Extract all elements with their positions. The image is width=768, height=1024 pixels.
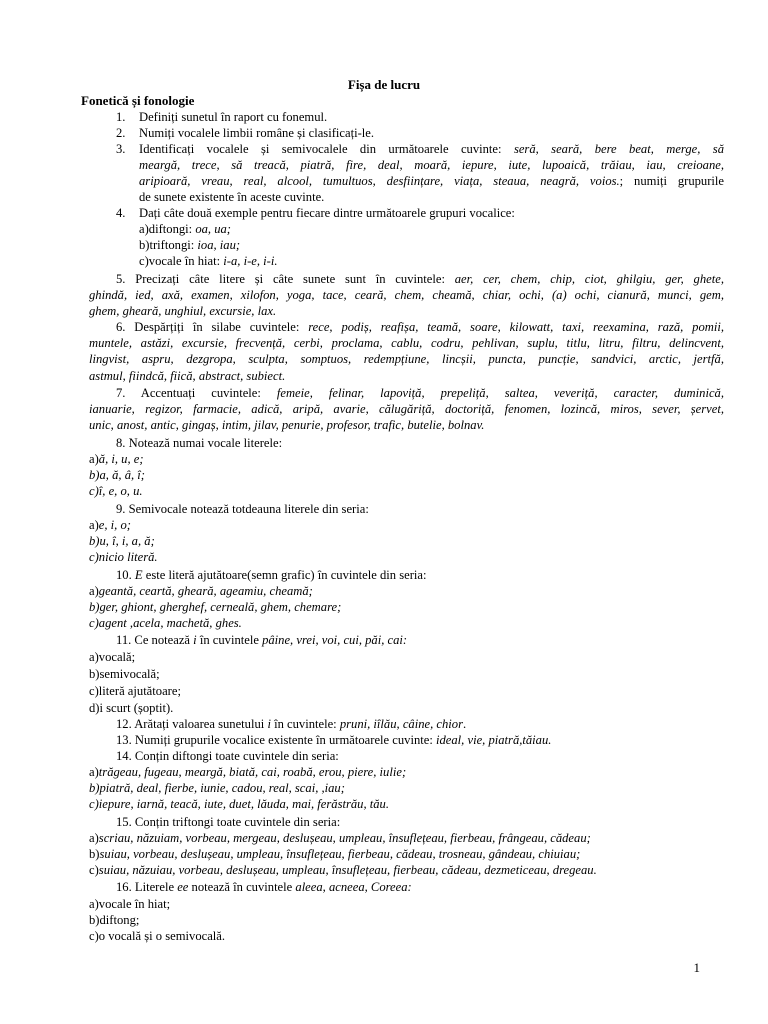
question-7-line-2 — [89, 401, 724, 417]
letter: ee — [177, 880, 189, 894]
word-list: lingvist, aspru, dezgropa, sculpta, somptuos, redempțiune, lincșii, puncta, puncție, sandvici, arctic, jertfă, — [89, 352, 724, 366]
option-label: c) — [89, 863, 99, 877]
question-4 — [116, 205, 515, 221]
option-label: c) — [89, 616, 99, 630]
option-text: suiau, vorbeau, deslușeau, umpleau, însuflețeau, fierbeau, cădeau, trosneau, gândeau, chiuiau; — [99, 847, 581, 861]
example: ioa, iau; — [197, 238, 241, 252]
word-list: ghindă, ied, axă, examen, xilofon, yoga, tace, ceară, chem, cheamă, chiar, ochi, (a) ochi, cianură, munci, gem, — [89, 288, 724, 302]
option-label: c) — [89, 484, 99, 498]
option-c: c)literă ajutătoare; — [89, 684, 181, 698]
option-text: agent ,acela, machetă, ghes. — [98, 616, 242, 630]
question-6-line-4 — [89, 368, 285, 384]
question-16 — [116, 879, 412, 895]
punctuation: . — [462, 717, 467, 731]
question-3-line-1 — [116, 141, 724, 157]
word-list: pruni, iîlău, câine, chior — [339, 717, 463, 731]
option-label: b) — [89, 600, 100, 614]
option-b — [89, 533, 155, 549]
question-text: Definiți sunetul în raport cu fonemul. — [139, 110, 328, 124]
question-text: 16. Literele — [116, 880, 178, 894]
question-number: 10. — [116, 568, 135, 582]
question-text: în cuvintele: — [270, 717, 340, 731]
option-b: b)semivocală; — [89, 667, 160, 681]
question-15: 15. Conțin triftongi toate cuvintele din seria: — [116, 815, 341, 829]
question-1 — [116, 109, 327, 125]
option-a — [89, 764, 406, 780]
question-text: 6. Despărțiți în silabe cuvintele: — [116, 320, 309, 334]
option-d: d)i scurt (șoptit). — [89, 701, 174, 715]
question-3-line-2 — [139, 157, 724, 173]
word-list: ianuarie, regizor, farmacie, adică, aripă, avarie, călugăriță, doctoriță, fenomen, lozincă, miros, sever, șervet, — [89, 402, 724, 416]
word-list: ghem, gheară, unghiul, excursie, lax. — [89, 304, 277, 318]
word-list: aripioară, vreau, real, alcool, tumultuos, desființare, viața, steaua, neagră, voios. — [139, 174, 620, 188]
question-text: notează în cuvintele — [188, 880, 296, 894]
question-text: Dați câte două exemple pentru fiecare dintre următoarele grupuri vocalice: — [139, 206, 515, 220]
question-10 — [116, 567, 427, 583]
question-8: 8. Notează numai vocale literele: — [116, 436, 283, 450]
question-text: 12. Arătați valoarea sunetului — [116, 717, 268, 731]
option-text: geantă, ceartă, gheară, ageamiu, cheamă; — [98, 584, 313, 598]
question-13 — [116, 732, 551, 748]
option-label: c) — [89, 797, 99, 811]
question-5-line-3 — [89, 303, 276, 319]
option-label: a) — [89, 765, 99, 779]
question-3-line-4: de sunete existente în aceste cuvinte. — [139, 190, 325, 204]
question-text: 11. Ce notează — [116, 633, 194, 647]
question-text: ; numiți grupurile — [619, 174, 724, 188]
page-title: Fișa de lucru — [347, 77, 421, 92]
question-14: 14. Conțin diftongi toate cuvintele din seria: — [116, 749, 339, 763]
option-text: scriau, năzuiam, vorbeau, mergeau, deslușeau, umpleau, însuflețeau, fierbeau, frângeau, cădeau; — [98, 831, 591, 845]
example: oa, ua; — [195, 222, 231, 236]
option-label: b) — [89, 534, 100, 548]
word-list: femeie, felinar, lapoviță, prepeliță, saltea, veveriță, caracter, duminică, — [276, 386, 724, 400]
option-text: trăgeau, fugeau, meargă, biată, cai, roabă, erou, piere, iulie; — [98, 765, 407, 779]
letter: i — [193, 633, 197, 647]
option-c: c)o vocală și o semivocală. — [89, 929, 226, 943]
question-text: Numiți vocalele limbii române și clasificați-le. — [139, 126, 375, 140]
question-11 — [116, 632, 407, 648]
option-label: b) — [89, 781, 100, 795]
option-a — [89, 451, 144, 467]
option-b — [89, 846, 580, 862]
option-b — [89, 780, 345, 796]
option-text: ger, ghiont, gherghef, cerneală, ghem, chemare; — [99, 600, 342, 614]
word-list: aleea, acneea, Coreea: — [295, 880, 412, 894]
word-list: rece, podiș, reafișa, teamă, soare, kilowatt, taxi, reexamina, rază, pomii, — [308, 320, 724, 334]
option-label: b) — [89, 468, 100, 482]
option-text: piatră, deal, fierbe, iunie, cadou, real, scai, ,iau; — [99, 781, 345, 795]
option-c — [89, 862, 597, 878]
option-b — [89, 467, 145, 483]
question-6-line-3 — [89, 351, 724, 367]
option-label: b) — [89, 847, 100, 861]
word-list: ideal, vie, piatră,tăiau. — [436, 733, 552, 747]
option-label: b)triftongi: — [139, 238, 198, 252]
question-5-line-1 — [116, 271, 724, 287]
question-7-line-3 — [89, 417, 484, 433]
option-label: a) — [89, 518, 99, 532]
word-list: muntele, astăzi, excursie, frecvență, cerbi, proclama, cablu, codru, pehlivan, suplu, titlu, litru, filtru, delincvent, — [89, 336, 724, 350]
question-6-line-2 — [89, 335, 724, 351]
option-b: b)diftong; — [89, 913, 140, 927]
option-label: c) — [89, 550, 99, 564]
word-list: seră, seară, bere beat, merge, să — [513, 142, 724, 156]
letter: i — [267, 717, 271, 731]
word-list: aer, cer, chem, chip, ciot, ghilgiu, ger, ghete, — [454, 272, 724, 286]
option-a: a)vocale în hiat; — [89, 897, 171, 911]
option-text: iepure, iarnă, teacă, iute, duet, lăuda, mai, ferăstrău, tău. — [98, 797, 390, 811]
option-c — [89, 549, 158, 565]
question-3-line-3 — [139, 173, 724, 189]
option-label: a)diftongi: — [139, 222, 196, 236]
option-label: c)vocale în hiat: — [139, 254, 224, 268]
option-a — [89, 583, 313, 599]
option-b — [139, 237, 240, 253]
option-a: a)vocală; — [89, 650, 136, 664]
option-text: u, î, i, a, ă; — [99, 534, 155, 548]
word-list: astmul, fiindcă, fiică, abstract, subiect. — [89, 369, 286, 383]
option-text: nicio literă. — [98, 550, 158, 564]
page-number: 1 — [693, 960, 700, 975]
option-c — [89, 615, 242, 631]
question-number: 1. — [116, 110, 126, 124]
option-label: a) — [89, 452, 99, 466]
option-a — [139, 221, 231, 237]
question-text: Identificați vocalele și semivocalele din următoarele cuvinte: — [139, 142, 514, 156]
option-a — [89, 830, 591, 846]
letter: E — [134, 568, 143, 582]
question-number: 3. — [116, 142, 126, 156]
question-text: 13. Numiți grupurile vocalice existente în următoarele cuvinte: — [116, 733, 436, 747]
option-text: suiau, năzuiau, vorbeau, deslușeau, umpleau, însuflețeau, fierbeau, cădeau, dezmeticeau, dregeau. — [98, 863, 597, 877]
question-7-line-1 — [116, 385, 724, 401]
word-list: meargă, trece, să treacă, piatră, fire, deal, moară, iepure, iute, lupoaică, trăiau, iau, creioane, — [139, 158, 724, 172]
word-list: unic, anost, antic, gingaș, intim, jilav, penurie, profesor, trafic, butelie, bolnav. — [89, 418, 485, 432]
question-number: 2. — [116, 126, 126, 140]
question-5-line-2 — [89, 287, 724, 303]
question-text: 7. Accentuați cuvintele: — [116, 386, 277, 400]
question-2 — [116, 125, 374, 141]
question-12 — [116, 716, 466, 732]
example: i-a, i-e, i-i. — [223, 254, 278, 268]
option-a — [89, 517, 131, 533]
option-text: a, ă, â, î; — [99, 468, 145, 482]
section-heading: Fonetică și fonologie — [81, 93, 195, 108]
option-c — [89, 483, 143, 499]
option-text: ă, i, u, e; — [98, 452, 144, 466]
question-text: 5. Precizați câte litere și câte sunete sunt în cuvintele: — [116, 272, 455, 286]
option-label: a) — [89, 831, 99, 845]
option-c — [89, 796, 389, 812]
option-c — [139, 253, 278, 269]
option-label: a) — [89, 584, 99, 598]
option-b — [89, 599, 341, 615]
question-number: 4. — [116, 206, 126, 220]
question-9: 9. Semivocale notează totdeauna literele din seria: — [116, 502, 369, 516]
option-text: e, i, o; — [98, 518, 131, 532]
question-text: este literă ajutătoare(semn grafic) în cuvintele din seria: — [142, 568, 427, 582]
question-6-line-1 — [116, 319, 724, 335]
question-text: în cuvintele — [196, 633, 263, 647]
option-text: î, e, o, u. — [98, 484, 143, 498]
word-list: pâine, vrei, voi, cui, păi, cai: — [262, 633, 408, 647]
